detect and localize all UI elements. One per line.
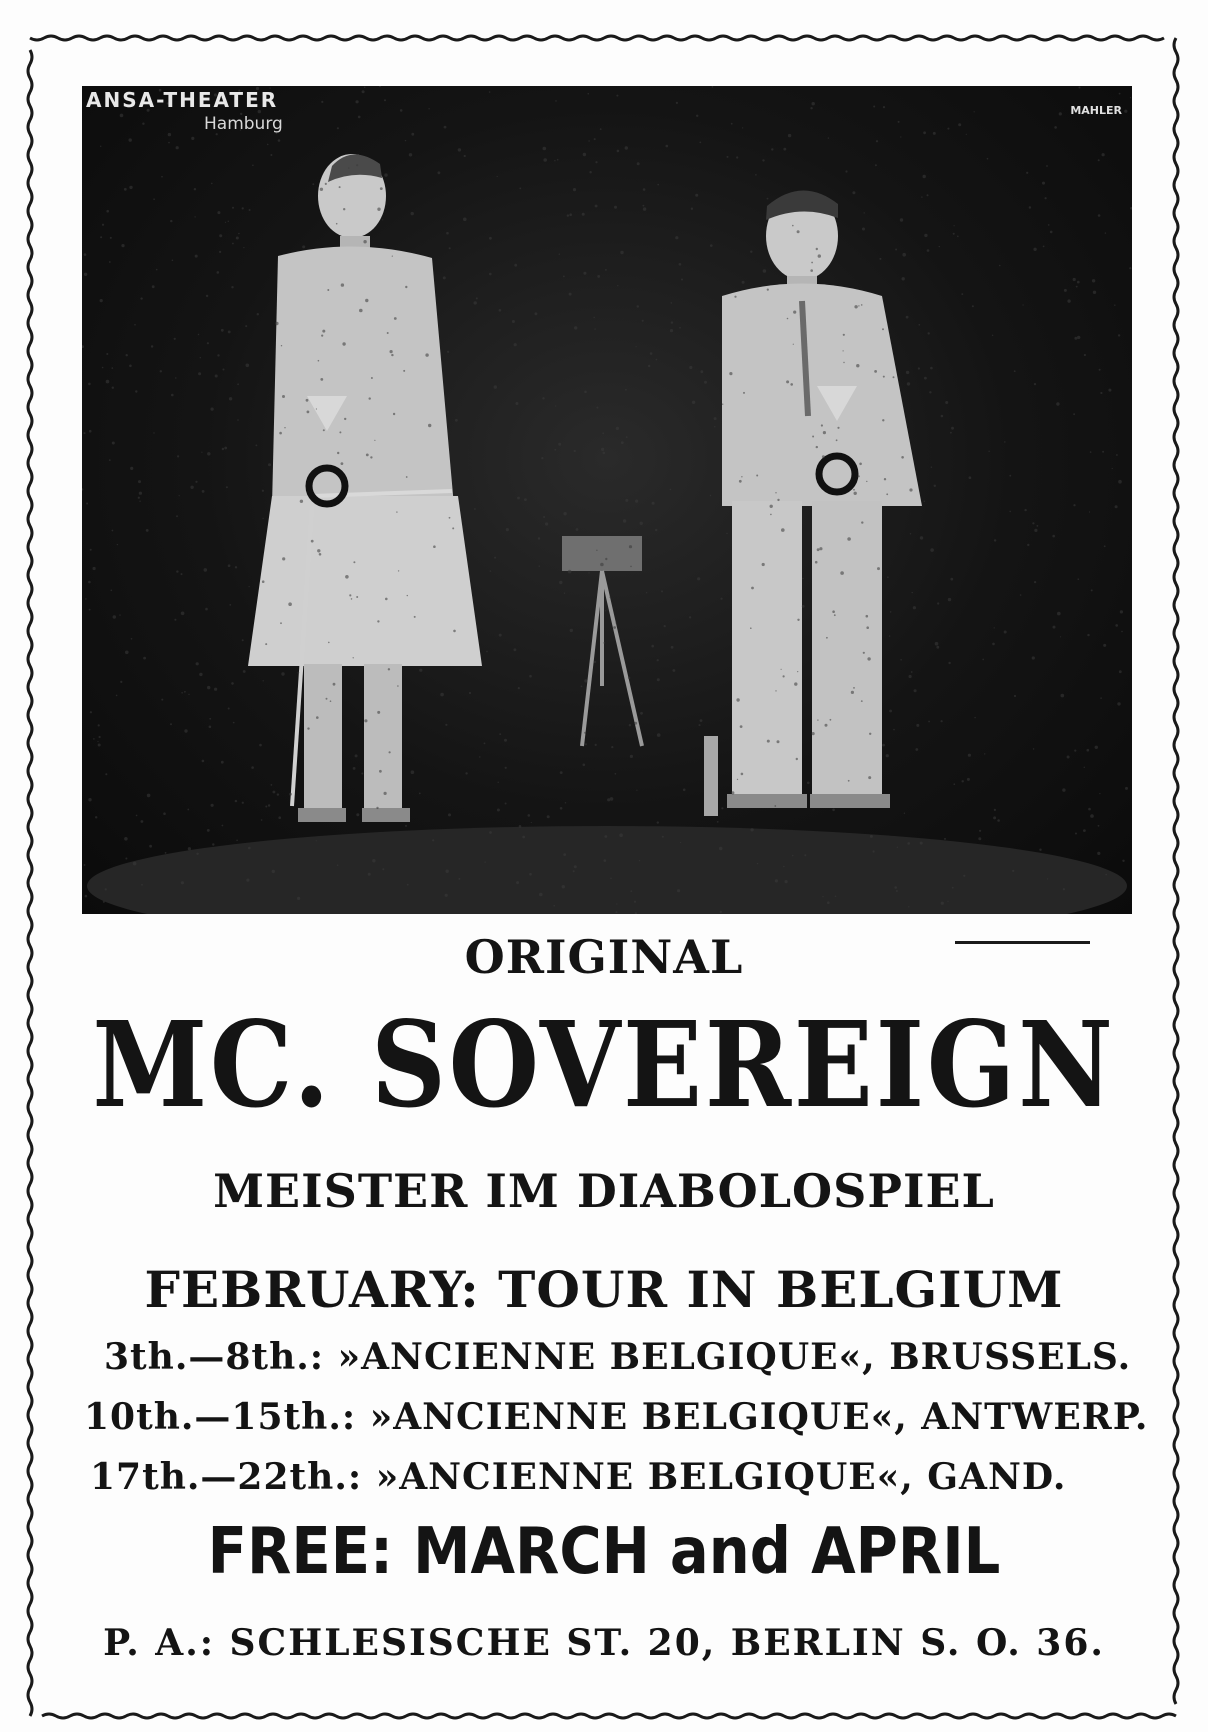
date-city: BRUSSELS. [889, 1336, 1132, 1378]
photographer-credit: MAHLER [1070, 104, 1122, 117]
prop-stand [562, 536, 642, 746]
date-city: GAND. [927, 1456, 1067, 1498]
tour-date-row [104, 1336, 1131, 1378]
act-subtitle: MEISTER IM DIABOLOSPIEL [213, 1164, 995, 1218]
tour-date-row [90, 1456, 1066, 1498]
venue-city: Hamburg [204, 114, 283, 134]
availability-banner: FREE: MARCH and APRIL [207, 1515, 1001, 1589]
act-name-title: MC. SOVEREIGN [92, 995, 1116, 1134]
tour-date-row [84, 1396, 1148, 1438]
bottle-prop [704, 736, 718, 816]
date-venue: »ANCIENNE BELGIQUE«, [375, 1456, 914, 1498]
photo-illustration [82, 86, 1132, 914]
contact-address: P. A.: SCHLESISCHE ST. 20, BERLIN S. O. 36. [103, 1622, 1105, 1664]
date-range: 10th.—15th.: [84, 1396, 357, 1438]
venue-tag: ANSA-THEATER [86, 88, 279, 112]
performers-photo [82, 86, 1132, 914]
date-venue: »ANCIENNE BELGIQUE«, [369, 1396, 908, 1438]
original-label: ORIGINAL [464, 930, 744, 984]
tour-heading: FEBRUARY: TOUR IN BELGIUM [144, 1260, 1064, 1319]
date-venue: »ANCIENNE BELGIQUE«, [337, 1336, 876, 1378]
date-range: 3th.—8th.: [104, 1336, 325, 1378]
date-city: ANTWERP. [921, 1396, 1149, 1438]
male-performer [722, 190, 922, 808]
date-range: 17th.—22th.: [90, 1456, 363, 1498]
